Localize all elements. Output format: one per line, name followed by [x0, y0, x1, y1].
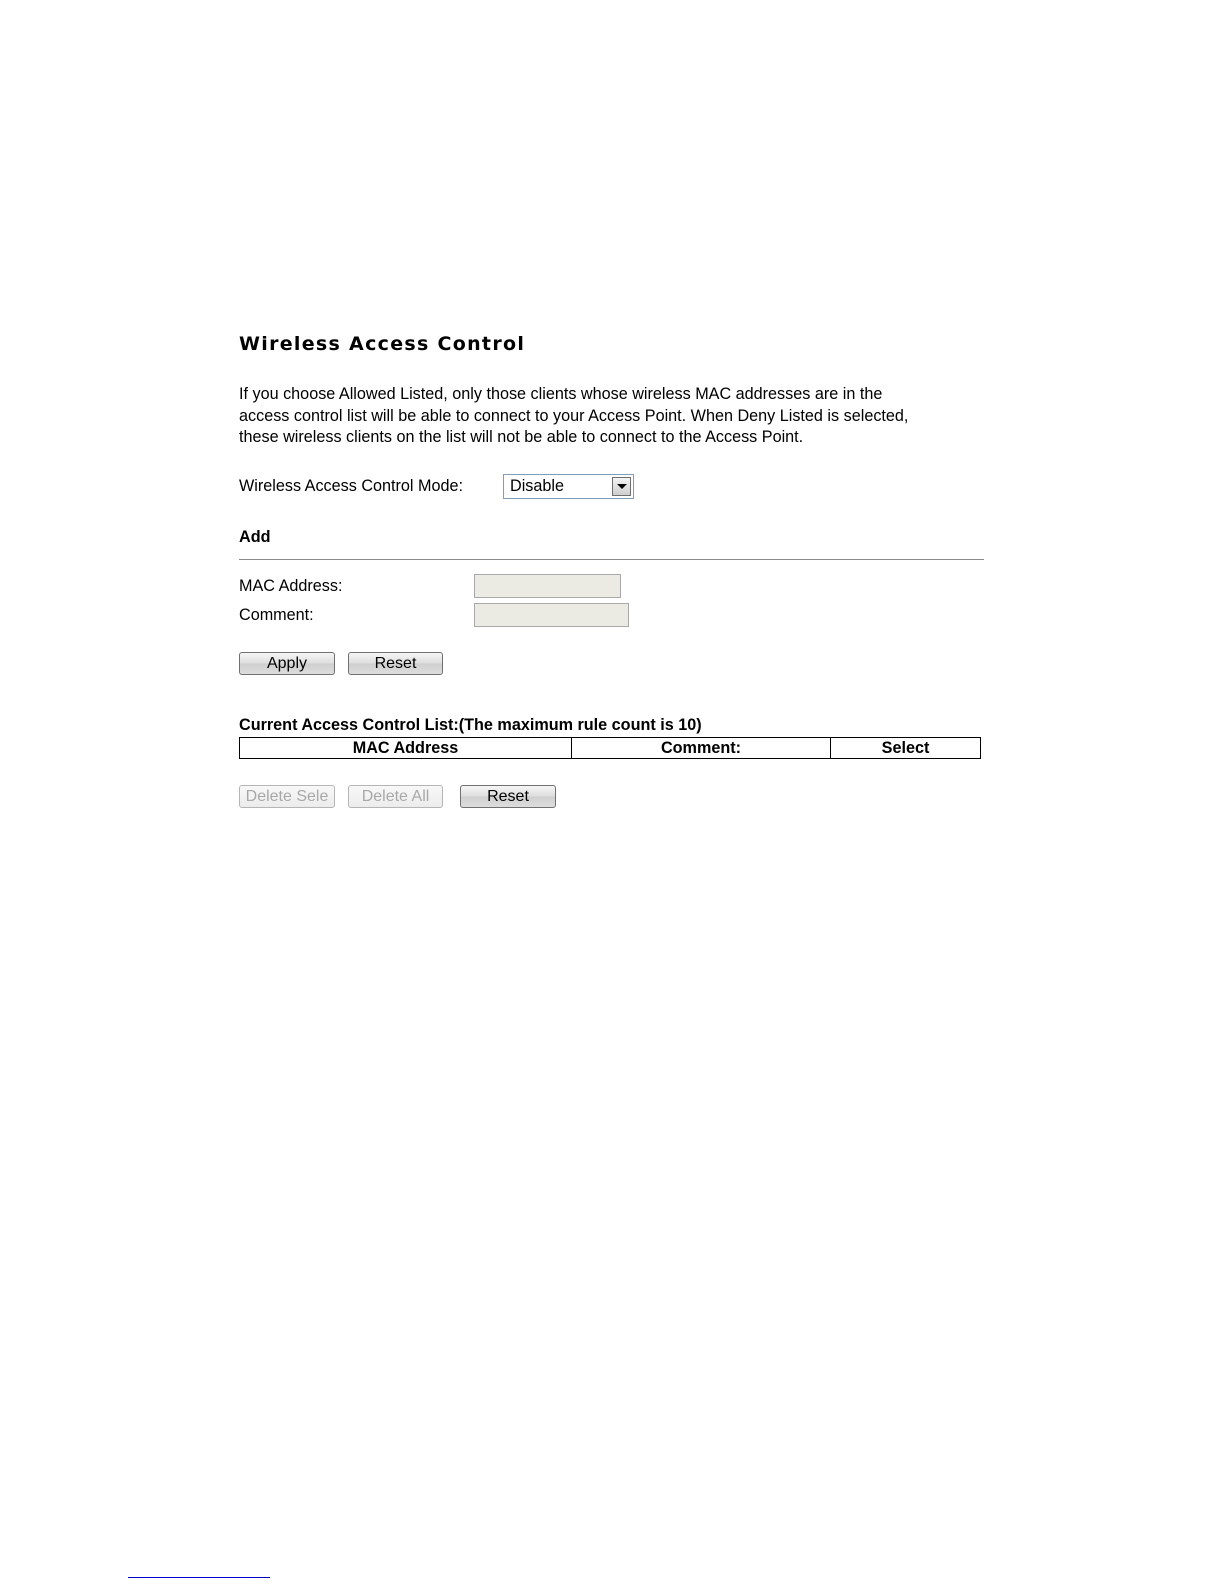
- description-line: these wireless clients on the list will not be able to connect to the Access Point.: [239, 428, 804, 446]
- footnote-divider: [128, 1577, 270, 1578]
- list-reset-button[interactable]: Reset: [460, 785, 556, 808]
- description-line: If you choose Allowed Listed, only those clients whose wireless MAC addresses are in the: [239, 385, 883, 403]
- apply-button[interactable]: Apply: [239, 652, 335, 675]
- reset-button[interactable]: Reset: [348, 652, 443, 675]
- comment-label: Comment:: [239, 606, 314, 624]
- section-divider: [239, 559, 984, 560]
- mac-address-input[interactable]: [474, 574, 621, 598]
- table-header-row: [240, 738, 981, 759]
- access-control-list-title: Current Access Control List:(The maximum rule count is 10): [239, 716, 702, 734]
- mac-address-label: MAC Address:: [239, 577, 343, 595]
- description-line: access control list will be able to connect to your Access Point. When Deny Listed is selected,: [239, 406, 909, 425]
- add-section-heading: Add: [239, 528, 271, 546]
- chevron-down-icon[interactable]: [612, 477, 631, 496]
- page-title: Wireless Access Control: [239, 333, 526, 355]
- access-control-mode-label: Wireless Access Control Mode:: [239, 477, 464, 495]
- delete-selected-button[interactable]: Delete Sele: [239, 785, 335, 808]
- column-header-mac-address: MAC Address: [240, 738, 572, 759]
- comment-input[interactable]: [474, 603, 629, 627]
- description-text: [239, 384, 979, 449]
- column-header-select: Select: [831, 738, 981, 759]
- access-control-table: [239, 737, 981, 759]
- column-header-comment: Comment:: [572, 738, 831, 759]
- access-control-mode-select[interactable]: [503, 474, 634, 499]
- mode-selected-value: Disable: [510, 477, 564, 495]
- delete-all-button[interactable]: Delete All: [348, 785, 443, 808]
